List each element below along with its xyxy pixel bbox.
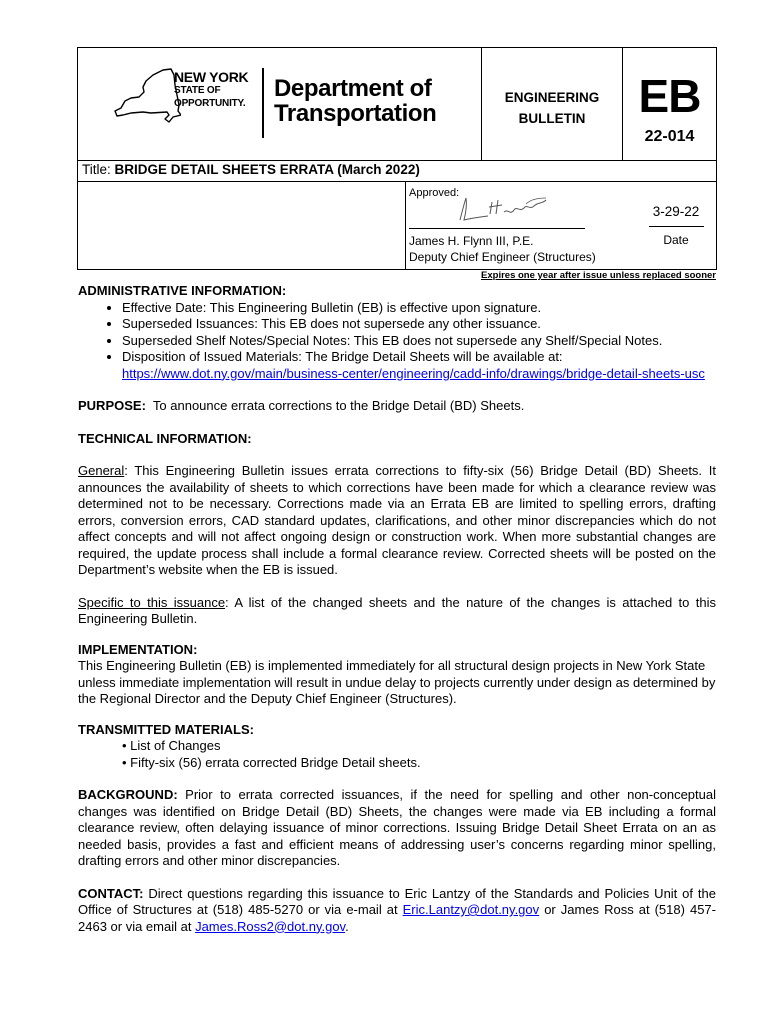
logo-divider xyxy=(262,68,264,138)
department-line1: Department of xyxy=(274,75,432,102)
list-item: • Effective Date: This Engineering Bulletin (EB) is effective upon signature. xyxy=(122,300,716,317)
ny-state-logo-text xyxy=(174,70,248,109)
technical-specific xyxy=(78,595,716,628)
technical-general xyxy=(78,463,716,579)
signature-line xyxy=(409,228,585,229)
bulletin-label-line1: ENGINEERING xyxy=(504,90,600,105)
transmitted-section xyxy=(78,722,716,772)
background-section xyxy=(78,787,716,870)
background-text: Prior to errata corrected issuances, if the need for spelling and other non-conceptual changes was identified on Bridge Detail (BD) Sheets, the changes were made via EB including a formal clearance review, often delaying issuance of minor corrections. Issuing Bridge Detail Sheet Errata on an as needed basis, provides a fast and efficient means of addressing user’s concerns regarding minor spelling, drafting errors and other minor discrepancies. xyxy=(78,787,716,868)
email-link-lantzy[interactable]: Eric.Lantzy@dot.ny.gov xyxy=(402,902,540,917)
list-item: • Superseded Shelf Notes/Special Notes: This EB does not supersede any Shelf/Special Notes. xyxy=(122,333,716,350)
approved-label: Approved: xyxy=(409,187,460,199)
general-label: General xyxy=(78,463,125,478)
approval-row xyxy=(78,182,716,269)
expiration-note: Expires one year after issue unless replaced sooner xyxy=(481,270,716,281)
implementation-section xyxy=(78,642,716,708)
signature-icon xyxy=(446,190,556,228)
transmitted-item: • Fifty-six (56) errata corrected Bridge Detail sheets. xyxy=(122,754,421,770)
bulletin-label-line2: BULLETIN xyxy=(518,110,586,126)
contact-section xyxy=(78,886,716,936)
title-text: BRIDGE DETAIL SHEETS ERRATA (March 2022) xyxy=(114,162,420,177)
contact-text-3: . xyxy=(345,918,349,934)
contact-text-2: or James Ross at (518) 457-2463 or via email at xyxy=(78,902,716,934)
bulletin-label xyxy=(482,88,622,130)
purpose-heading: PURPOSE: xyxy=(78,398,146,413)
implementation-text: This Engineering Bulletin (EB) is implemented immediately for all structural design projects in New York State unless immediate implementation will result in undue delay to projects currently under design as determined by the Regional Director and the Deputy Chief Engineer (Structures). xyxy=(78,658,716,706)
background-heading: BACKGROUND: xyxy=(78,787,178,802)
ny-state-map-icon xyxy=(111,65,181,127)
purpose-text: To announce errata corrections to the Bridge Detail (BD) Sheets. xyxy=(152,398,525,413)
contact-heading: CONTACT: xyxy=(78,885,144,901)
bulletin-body xyxy=(78,283,716,935)
technical-heading: TECHNICAL INFORMATION: xyxy=(78,430,252,446)
email-link-ross[interactable]: James.Ross2@dot.ny.gov xyxy=(195,918,346,934)
document-title xyxy=(82,162,420,177)
ny-logo-line1: NEW YORK xyxy=(174,69,249,85)
approval-blank-cell xyxy=(78,182,406,269)
ny-logo-line2: STATE OF xyxy=(174,85,221,96)
contact-text-1: Direct questions regarding this issuance to Eric Lantzy of the Standards and Policies Unit of the Office of Structures at (518) 485-5270 or via e-mail at xyxy=(78,885,716,917)
department-name xyxy=(274,76,436,126)
header-box xyxy=(77,47,717,270)
logo-cell xyxy=(78,48,482,160)
approval-cell xyxy=(406,182,716,269)
signer-title: Deputy Chief Engineer (Structures) xyxy=(409,250,596,264)
approval-date: 3-29-22 xyxy=(652,204,700,219)
transmitted-heading: TRANSMITTED MATERIALS: xyxy=(78,721,254,737)
title-label: Title: xyxy=(82,162,111,177)
admin-list xyxy=(78,300,716,383)
eb-number: 22-014 xyxy=(644,128,695,145)
transmitted-item: • List of Changes xyxy=(122,738,221,753)
ny-logo-line3: OPPORTUNITY. xyxy=(174,97,246,109)
eb-code: EB xyxy=(638,70,701,122)
admin-heading: ADMINISTRATIVE INFORMATION: xyxy=(78,283,287,298)
date-line xyxy=(649,226,704,227)
eb-code-cell xyxy=(623,48,716,160)
bridge-detail-sheets-link[interactable]: https://www.dot.ny.gov/main/business-center/engineering/cadd-info/drawings/bridge-detail-sheets-usc xyxy=(122,365,705,381)
title-row xyxy=(78,160,716,182)
general-text: : This Engineering Bulletin issues errata corrections to fifty-six (56) Bridge Detail (BD) Sheets. It announces the availability of sheets to which corrections have been made for which a clearance review was determined not to be necessary. Corrections made via an Errata EB are limited to spelling errors, drafting errors, conversion errors, CAD standard updates, clarifications, and other minor discrepancies which do not affect concepts and will not affect ongoing design or construction work. When more substantial changes are required, the update process shall include a formal clearance review. Corrected sheets will be posted on the Department’s website when the EB is issued. xyxy=(78,463,716,577)
header-top-row xyxy=(78,48,716,161)
list-item: • Superseded Issuances: This EB does not supersede any other issuance. xyxy=(122,316,716,333)
date-label: Date xyxy=(663,233,689,247)
department-line2: Transportation xyxy=(274,100,437,128)
disposition-text: Disposition of Issued Materials: The Bridge Detail Sheets will be available at: xyxy=(122,349,563,364)
signer-name: James H. Flynn III, P.E. xyxy=(409,234,534,248)
specific-label: Specific to this issuance xyxy=(78,594,226,610)
specific-text: : A list of the changed sheets and the nature of the changes is attached to this Engineering Bulletin. xyxy=(78,594,717,626)
bulletin-label-cell xyxy=(482,48,623,160)
implementation-heading: IMPLEMENTATION: xyxy=(78,641,198,657)
list-item xyxy=(122,349,716,382)
technical-heading-block xyxy=(78,431,716,448)
admin-section xyxy=(78,283,716,382)
purpose-section xyxy=(78,398,716,415)
